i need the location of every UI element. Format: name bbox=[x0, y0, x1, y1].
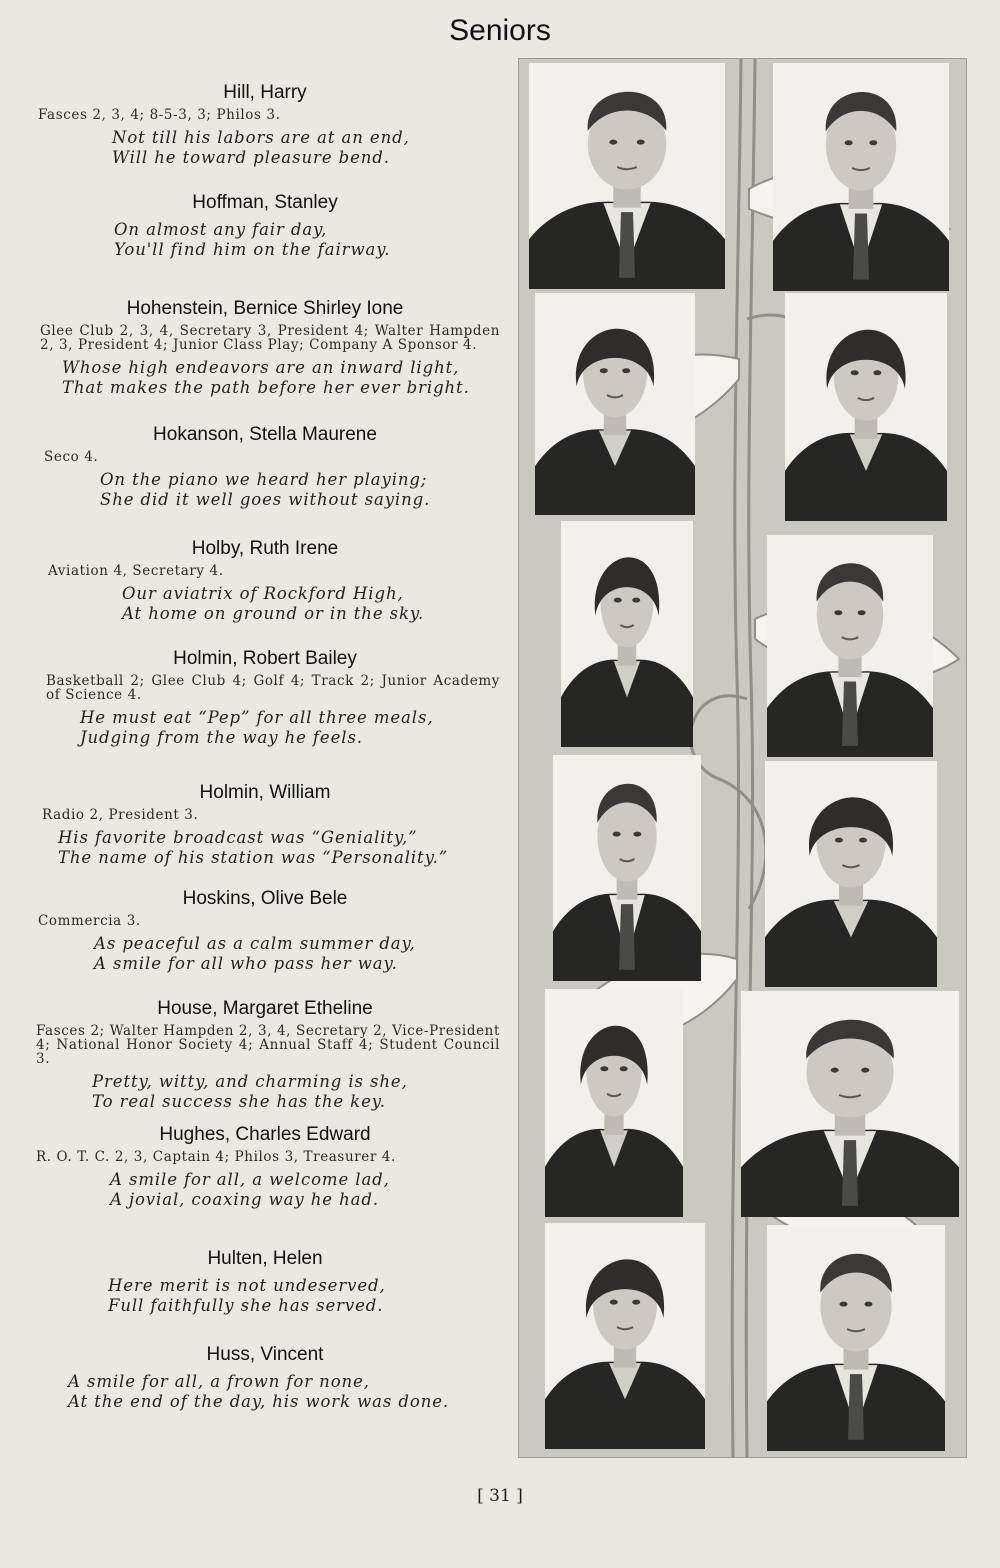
senior-entry bbox=[30, 424, 500, 510]
senior-motto bbox=[92, 1072, 500, 1112]
senior-name: Hill, Harry bbox=[223, 82, 307, 103]
senior-entry bbox=[30, 1248, 500, 1316]
motto-line: The name of his station was “Personality.” bbox=[58, 848, 449, 867]
senior-name: Hulten, Helen bbox=[207, 1248, 323, 1269]
senior-portrait bbox=[529, 63, 725, 289]
motto-line: That makes the path before her ever bright. bbox=[62, 378, 470, 397]
senior-portrait bbox=[741, 991, 959, 1217]
motto-line: She did it well goes without saying. bbox=[100, 490, 431, 509]
senior-name: Hohenstein, Bernice Shirley Ione bbox=[126, 298, 404, 319]
senior-motto bbox=[100, 470, 500, 510]
senior-motto bbox=[114, 220, 500, 260]
motto-line: You'll find him on the fairway. bbox=[114, 240, 391, 259]
senior-activities: Aviation 4, Secretary 4. bbox=[48, 563, 224, 579]
senior-name: Hoffman, Stanley bbox=[192, 192, 338, 213]
senior-entry bbox=[30, 782, 500, 868]
motto-line: At the end of the day, his work was done. bbox=[68, 1392, 450, 1411]
senior-name: House, Margaret Etheline bbox=[157, 998, 373, 1019]
senior-portrait bbox=[545, 1223, 705, 1449]
senior-portrait bbox=[767, 1225, 945, 1451]
senior-motto bbox=[80, 708, 500, 748]
senior-activities: R. O. T. C. 2, 3, Captain 4; Philos 3, Treasurer 4. bbox=[36, 1149, 396, 1165]
motto-line: Judging from the way he feels. bbox=[80, 728, 363, 747]
senior-name: Hoskins, Olive Bele bbox=[182, 888, 348, 909]
motto-line: Will he toward pleasure bend. bbox=[112, 148, 390, 167]
senior-activities: Glee Club 2, 3, 4, Secretary 3, President 4; Walter Hampden 2, 3, President 4; Junior Class Play; Company A Sponsor 4. bbox=[40, 323, 500, 353]
motto-line: He must eat “Pep” for all three meals, bbox=[80, 708, 434, 727]
motto-line: On almost any fair day, bbox=[114, 220, 328, 239]
senior-portrait bbox=[545, 989, 683, 1217]
senior-activities: Fasces 2; Walter Hampden 2, 3, 4, Secretary 2, Vice-President 4; National Honor Society 4; Annual Staff 4; Student Council 3. bbox=[36, 1023, 500, 1067]
senior-motto bbox=[110, 1170, 500, 1210]
senior-activities: Seco 4. bbox=[44, 449, 99, 465]
motto-line: A smile for all, a frown for none, bbox=[68, 1372, 370, 1391]
senior-entry bbox=[30, 648, 500, 748]
senior-portrait bbox=[535, 293, 695, 515]
senior-motto bbox=[112, 128, 500, 168]
senior-motto bbox=[58, 828, 500, 868]
senior-name: Hughes, Charles Edward bbox=[159, 1124, 371, 1145]
motto-line: A smile for all, a welcome lad, bbox=[110, 1170, 390, 1189]
senior-entry bbox=[30, 1344, 500, 1412]
motto-line: As peaceful as a calm summer day, bbox=[94, 934, 416, 953]
senior-entry bbox=[30, 192, 500, 260]
motto-line: At home on ground or in the sky. bbox=[122, 604, 425, 623]
portrait-panel bbox=[518, 58, 967, 1458]
senior-activities: Radio 2, President 3. bbox=[42, 807, 199, 823]
senior-name: Holmin, William bbox=[199, 782, 331, 803]
senior-portrait bbox=[767, 535, 933, 757]
motto-line: His favorite broadcast was “Geniality,” bbox=[58, 828, 418, 847]
senior-name: Hokanson, Stella Maurene bbox=[153, 424, 377, 445]
senior-portrait bbox=[785, 293, 947, 521]
senior-portrait bbox=[765, 761, 937, 987]
senior-entry bbox=[30, 1124, 500, 1210]
senior-entry bbox=[30, 888, 500, 974]
motto-line: Not till his labors are at an end, bbox=[112, 128, 410, 147]
senior-activities: Commercia 3. bbox=[38, 913, 141, 929]
senior-name: Huss, Vincent bbox=[206, 1344, 324, 1365]
motto-line: A jovial, coaxing way he had. bbox=[110, 1190, 379, 1209]
senior-portrait bbox=[553, 755, 701, 981]
senior-entry bbox=[30, 538, 500, 624]
senior-portrait bbox=[561, 521, 693, 747]
motto-line: Pretty, witty, and charming is she, bbox=[92, 1072, 408, 1091]
page-title: Seniors bbox=[449, 14, 551, 47]
motto-line: Whose high endeavors are an inward light, bbox=[62, 358, 460, 377]
motto-line: A smile for all who pass her way. bbox=[94, 954, 398, 973]
motto-line: On the piano we heard her playing; bbox=[100, 470, 428, 489]
senior-motto bbox=[94, 934, 500, 974]
senior-activities: Fasces 2, 3, 4; 8-5-3, 3; Philos 3. bbox=[38, 107, 281, 123]
senior-portrait bbox=[773, 63, 949, 291]
motto-line: Here merit is not undeserved, bbox=[108, 1276, 386, 1295]
senior-name: Holby, Ruth Irene bbox=[191, 538, 339, 559]
senior-motto bbox=[108, 1276, 500, 1316]
motto-line: To real success she has the key. bbox=[92, 1092, 386, 1111]
senior-activities: Basketball 2; Glee Club 4; Golf 4; Track 2; Junior Academy of Science 4. bbox=[46, 673, 500, 703]
motto-line: Our aviatrix of Rockford High, bbox=[122, 584, 404, 603]
senior-motto bbox=[122, 584, 500, 624]
motto-line: Full faithfully she has served. bbox=[108, 1296, 384, 1315]
senior-entry bbox=[30, 998, 500, 1112]
senior-motto bbox=[62, 358, 500, 398]
senior-entry bbox=[30, 298, 500, 398]
senior-motto bbox=[68, 1372, 500, 1412]
page-number: [ 31 ] bbox=[477, 1486, 523, 1506]
senior-name: Holmin, Robert Bailey bbox=[173, 648, 357, 669]
senior-entry bbox=[30, 82, 500, 168]
